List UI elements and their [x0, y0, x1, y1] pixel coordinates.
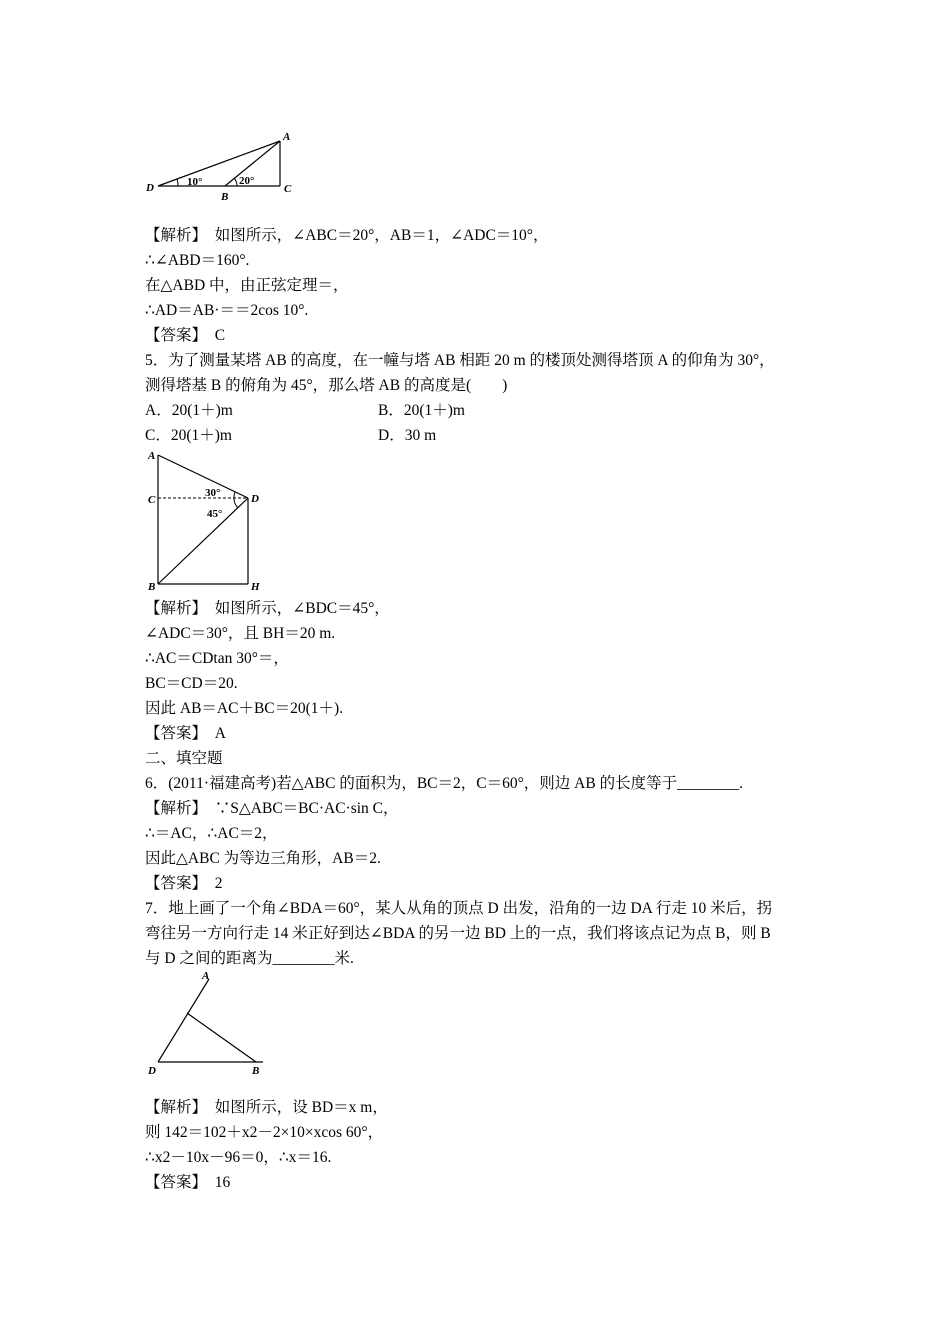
q5-analysis-line: 【解析】 如图所示，∠BDC＝45°， [145, 600, 390, 617]
fig1-label-c: C [284, 183, 292, 195]
q5-analysis-line: ∴AC＝CDtan 30°＝， [145, 650, 289, 667]
q5-option-a: A．20(1＋)m [145, 402, 233, 419]
q5-analysis-line: 因此 AB＝AC＋BC＝20(1＋). [145, 700, 344, 717]
fig2-angle-45: 45° [207, 508, 223, 520]
q5-option-d: D．30 m [378, 427, 437, 444]
q7-analysis-line: 【解析】 如图所示，设 BD＝x m， [145, 1099, 388, 1116]
fig1-label-d: D [146, 182, 154, 194]
figure-triangle-dbca [140, 128, 310, 206]
q7-answer: 【答案】 16 [145, 1174, 231, 1191]
q7-analysis-line: ∴x2－10x－96＝0，∴x＝16. [145, 1149, 332, 1166]
fig2-label-d: D [251, 493, 259, 505]
q5-option-b: B．20(1＋)m [378, 402, 465, 419]
q5-stem-line: 5．为了测量某塔 AB 的高度，在一幢与塔 AB 相距 20 m 的楼顶处测得塔顶 A 的仰角为 30°， [145, 352, 775, 369]
fig1-label-b: B [221, 191, 229, 203]
q4-answer: 【答案】 C [145, 327, 226, 344]
fig1-angle-b: 20° [239, 175, 255, 187]
fig3-label-a: A [202, 970, 210, 982]
q5-analysis-line: BC＝CD＝20. [145, 675, 238, 692]
q6-analysis-line: ∴＝AC，∴AC＝2， [145, 825, 278, 842]
q7-stem-line: 弯往另一方向行走 14 米正好到达∠BDA 的另一边 BD 上的一点，我们将该点记为点 B，则 B [145, 925, 771, 942]
q6-stem: 6．(2011·福建高考)若△ABC 的面积为，BC＝2，C＝60°，则边 AB 的长度等于________. [145, 775, 743, 792]
fig2-label-a: A [148, 450, 156, 462]
q4-analysis-line: ∴∠ABD＝160°. [145, 252, 250, 269]
q5-stem-line: 测得塔基 B 的俯角为 45°，那么塔 AB 的高度是( ) [145, 377, 508, 394]
q7-analysis-line: 则 142＝102＋x2－2×10×xcos 60°， [145, 1124, 384, 1141]
figure-tower-building [140, 446, 270, 596]
fig3-label-b: B [252, 1065, 260, 1077]
fig2-label-c: C [148, 494, 156, 506]
q4-analysis-line: ∴AD＝AB·＝＝2cos 10°. [145, 302, 309, 319]
q6-answer: 【答案】 2 [145, 875, 223, 892]
fig1-label-a: A [283, 131, 291, 143]
q7-stem-line: 7．地上画了一个角∠BDA＝60°，某人从角的顶点 D 出发，沿角的一边 DA 行走 10 米后，拐 [145, 900, 773, 917]
fig2-label-b: B [148, 581, 156, 593]
q5-analysis-line: ∠ADC＝30°，且 BH＝20 m. [145, 625, 336, 642]
q5-option-c: C．20(1＋)m [145, 427, 232, 444]
q4-analysis-line: 在△ABD 中，由正弦定理＝， [145, 277, 349, 294]
q4-analysis-line: 【解析】 如图所示，∠ABC＝20°，AB＝1，∠ADC＝10°， [145, 227, 549, 244]
fig2-label-h: H [251, 581, 260, 593]
q6-analysis-line: 【解析】 ∵S△ABC＝BC·AC·sin C， [145, 800, 399, 817]
fig2-angle-30: 30° [205, 487, 221, 499]
fig3-label-d: D [148, 1065, 156, 1077]
q5-answer: 【答案】 A [145, 725, 226, 742]
q6-analysis-line: 因此△ABC 为等边三角形，AB＝2. [145, 850, 381, 867]
q7-stem-line: 与 D 之间的距离为________米. [145, 950, 354, 967]
fig1-angle-d: 10° [187, 176, 203, 188]
section-title: 二、填空题 [145, 750, 223, 767]
figure-angle-bda [140, 968, 270, 1080]
